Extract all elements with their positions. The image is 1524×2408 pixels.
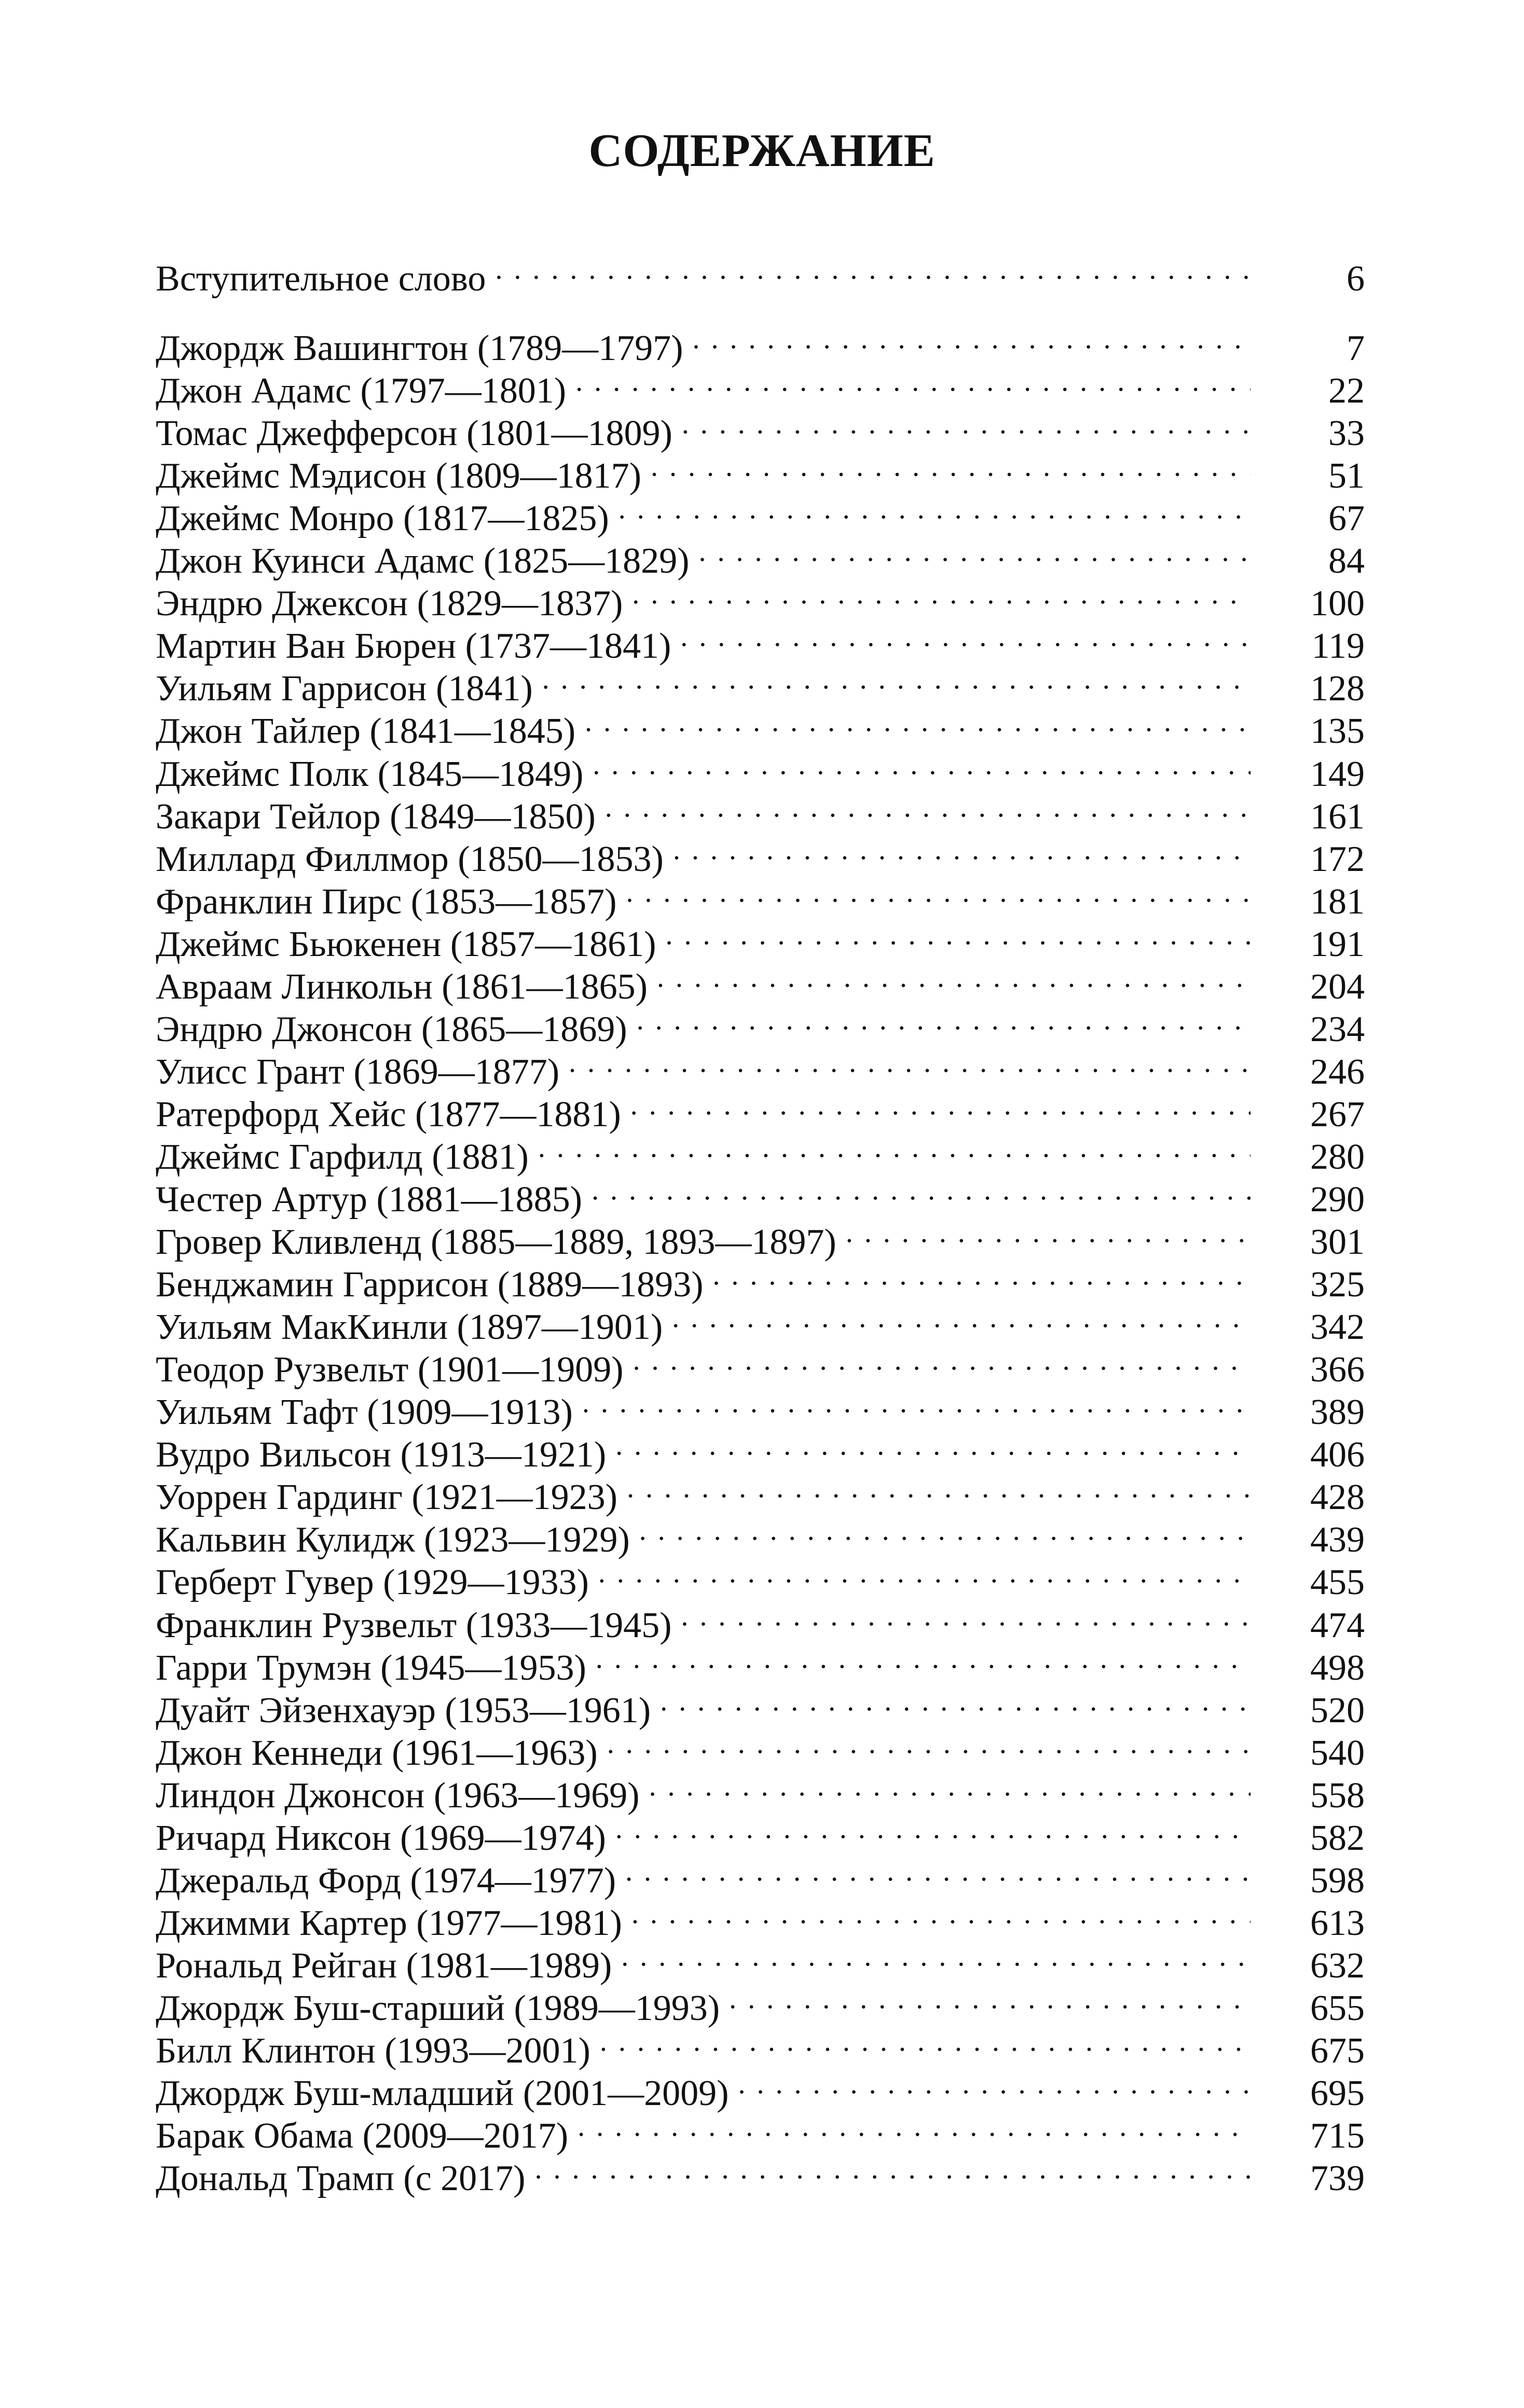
toc-entry-row: [156, 1296, 1365, 1347]
dot-leader: [600, 2020, 1251, 2063]
toc-page-number: 695: [1310, 2073, 1365, 2113]
dot-leader: [607, 1722, 1251, 1765]
toc-entry-title: Миллард Филлмор (1850—1853): [156, 839, 664, 879]
toc-entry-row: [156, 1254, 1365, 1305]
dot-leader: [627, 1466, 1251, 1509]
toc-page-number: 84: [1328, 541, 1365, 581]
dot-leader: [682, 403, 1251, 445]
toc-entry-row: [156, 1892, 1365, 1943]
dot-leader: [592, 1169, 1251, 1211]
toc-page-number: 406: [1310, 1435, 1365, 1475]
toc-entry-title: Джеймс Полк (1845—1849): [156, 754, 584, 794]
dot-leader: [665, 914, 1251, 956]
toc-page-number: 149: [1310, 754, 1365, 794]
toc-entry-title: Ратерфорд Хейс (1877—1881): [156, 1095, 621, 1134]
toc-page-number: 474: [1310, 1606, 1365, 1645]
dot-leader: [632, 573, 1251, 615]
toc-page-number: 455: [1310, 1562, 1365, 1602]
toc-entry-title: Закари Тейлор (1849—1850): [156, 797, 596, 837]
toc-entry-row: [156, 743, 1365, 794]
toc-page-number: 234: [1310, 1009, 1365, 1049]
toc-page-number: 540: [1310, 1733, 1365, 1773]
toc-entry-row: [156, 530, 1365, 581]
toc-entry-row: [156, 360, 1365, 411]
dot-leader: [657, 956, 1251, 999]
dot-leader: [626, 871, 1251, 914]
toc-entry-title: Кальвин Кулидж (1923—1929): [156, 1520, 630, 1560]
toc-entry-title: Уильям Гаррисон (1841): [156, 669, 533, 709]
toc-entry-row: [156, 1084, 1365, 1134]
toc-entry-row: [156, 615, 1365, 666]
toc-page-number: 204: [1310, 967, 1365, 1007]
dot-leader: [578, 2105, 1251, 2148]
dot-leader: [660, 1680, 1251, 1722]
dot-leader: [542, 658, 1251, 700]
toc-entry-title: Дональд Трамп (с 2017): [156, 2158, 526, 2198]
toc-entry-title: Герберт Гувер (1929—1933): [156, 1562, 589, 1602]
dot-leader: [619, 488, 1251, 530]
toc-entry-row: [156, 1680, 1365, 1731]
toc-intro-row: [156, 248, 1365, 299]
toc-entry-row: [156, 445, 1365, 496]
toc-entry-title: Джордж Вашингтон (1789—1797): [156, 328, 683, 368]
toc-entry-row: [156, 956, 1365, 1007]
toc-entry-row: [156, 2105, 1365, 2156]
toc-entry-title: Уоррен Гардинг (1921—1923): [156, 1477, 617, 1517]
toc-page-number: 51: [1328, 456, 1365, 496]
toc-page-number: 520: [1310, 1691, 1365, 1731]
toc-page-number: 366: [1310, 1350, 1365, 1390]
dot-leader: [625, 1850, 1251, 1892]
dot-leader: [495, 248, 1251, 290]
dot-leader: [615, 1424, 1251, 1466]
dot-leader: [596, 1637, 1251, 1680]
toc-entry-row: [156, 828, 1365, 879]
toc-page-number: 389: [1310, 1392, 1365, 1432]
toc-entry-title: Томас Джефферсон (1801—1809): [156, 413, 672, 453]
toc-entry-title: Джеральд Форд (1974—1977): [156, 1861, 616, 1901]
dot-leader: [680, 615, 1251, 658]
toc-entry-row: [156, 1424, 1365, 1475]
toc-entry-row: [156, 700, 1365, 751]
toc-page-number: 582: [1310, 1818, 1365, 1858]
toc-entry-title: Уильям МакКинли (1897—1901): [156, 1307, 663, 1347]
toc-page-number: 6: [1347, 259, 1365, 299]
toc-page-number: 100: [1310, 584, 1365, 624]
toc-entry-row: [156, 1765, 1365, 1816]
toc-entry-row: [156, 914, 1365, 964]
toc-entry-row: [156, 871, 1365, 922]
dot-leader: [651, 445, 1251, 488]
toc-entry-row: [156, 1595, 1365, 1645]
dot-leader: [846, 1211, 1251, 1254]
toc-entry-row: [156, 1211, 1365, 1262]
toc-entry-title: Билл Клинтон (1993—2001): [156, 2031, 591, 2071]
toc-entry-title: Джордж Буш-младший (2001—2009): [156, 2073, 729, 2113]
toc-entry-row: [156, 1850, 1365, 1901]
toc-entry-title: Джордж Буш-старший (1989—1993): [156, 1988, 720, 2028]
toc-entry-row: [156, 1339, 1365, 1390]
toc-entry-row: [156, 999, 1365, 1049]
dot-leader: [738, 2063, 1251, 2105]
toc-page-number: 7: [1347, 328, 1365, 368]
dot-leader: [585, 700, 1251, 743]
toc-page-number: 598: [1310, 1861, 1365, 1901]
dot-leader: [593, 743, 1251, 786]
dot-leader: [639, 1509, 1251, 1552]
toc-entry-row: [156, 1807, 1365, 1858]
toc-entry-title: Рональд Рейган (1981—1989): [156, 1946, 612, 1986]
toc-entry-title: Гарри Трумэн (1945—1953): [156, 1648, 586, 1688]
toc-page-number: 161: [1310, 797, 1365, 837]
toc-entry-title: Эндрю Джонсон (1865—1869): [156, 1009, 627, 1049]
toc-entry-title: Авраам Линкольн (1861—1865): [156, 967, 648, 1007]
toc-entry-title: Джеймс Гарфилд (1881): [156, 1137, 529, 1177]
dot-leader: [692, 317, 1251, 360]
toc-entry-title: Джон Тайлер (1841—1845): [156, 711, 575, 751]
toc-entry-row: [156, 1637, 1365, 1688]
toc-entry-row: [156, 1041, 1365, 1092]
toc-entry-title: Франклин Рузвельт (1933—1945): [156, 1606, 672, 1645]
dot-leader: [630, 1084, 1251, 1126]
toc-page-number: 498: [1310, 1648, 1365, 1688]
toc-entry-title: Гровер Кливленд (1885—1889, 1893—1897): [156, 1222, 836, 1262]
toc-entry-row: [156, 658, 1365, 709]
dot-leader: [681, 1595, 1251, 1637]
toc-entry-row: [156, 2148, 1365, 2198]
toc-page-number: 613: [1310, 1903, 1365, 1943]
dot-leader: [673, 828, 1251, 871]
dot-leader: [649, 1765, 1251, 1807]
toc-page-number: 675: [1310, 2031, 1365, 2071]
toc-entry-row: [156, 1169, 1365, 1220]
toc-entry-title: Барак Обама (2009—2017): [156, 2116, 569, 2156]
toc-entry-title: Джон Куинси Адамс (1825—1829): [156, 541, 690, 581]
toc-entry-row: [156, 2063, 1365, 2113]
toc-entry-title: Франклин Пирс (1853—1857): [156, 882, 617, 922]
toc-entry-title: Джеймс Монро (1817—1825): [156, 499, 609, 538]
toc-page-number: 439: [1310, 1520, 1365, 1560]
dot-leader: [633, 1339, 1251, 1381]
toc-page-number: 632: [1310, 1946, 1365, 1986]
toc-entry-row: [156, 2020, 1365, 2071]
toc-entry-row: [156, 786, 1365, 837]
toc-page-number: 655: [1310, 1988, 1365, 2028]
toc-entry-row: [156, 1935, 1365, 1986]
toc-entry-row: [156, 488, 1365, 538]
toc-page-number: 128: [1310, 669, 1365, 709]
toc-entry-row: [156, 1722, 1365, 1773]
toc-entry-title: Улисс Грант (1869—1877): [156, 1052, 559, 1092]
toc-page-number: 33: [1328, 413, 1365, 453]
toc-page-number: 191: [1310, 924, 1365, 964]
toc-page-number: 290: [1310, 1180, 1365, 1220]
toc-entry-row: [156, 1381, 1365, 1432]
toc-page-number: 267: [1310, 1095, 1365, 1134]
toc-page-number: 67: [1328, 499, 1365, 538]
dot-leader: [712, 1254, 1251, 1296]
dot-leader: [569, 1041, 1251, 1084]
toc-entry-title: Эндрю Джексон (1829—1837): [156, 584, 623, 624]
toc-page-number: 715: [1310, 2116, 1365, 2156]
toc-entry-title: Теодор Рузвельт (1901—1909): [156, 1350, 624, 1390]
toc-page-number: 135: [1310, 711, 1365, 751]
toc-entry-row: [156, 1552, 1365, 1602]
toc-page-number: 428: [1310, 1477, 1365, 1517]
dot-leader: [534, 2148, 1251, 2190]
toc-entry-row: [156, 1977, 1365, 2028]
toc-page-number: 280: [1310, 1137, 1365, 1177]
dot-leader: [637, 999, 1251, 1041]
toc-page-number: 172: [1310, 839, 1365, 879]
toc-entry-row: [156, 1126, 1365, 1177]
toc-entry-title: Вступительное слово: [156, 259, 486, 299]
toc-entry-title: Бенджамин Гаррисон (1889—1893): [156, 1265, 704, 1305]
dot-leader: [698, 530, 1251, 573]
toc-entry-title: Вудро Вильсон (1913—1921): [156, 1435, 607, 1475]
toc-page-number: 739: [1310, 2158, 1365, 2198]
dot-leader: [631, 1892, 1251, 1935]
toc-entry-title: Джон Кеннеди (1961—1963): [156, 1733, 598, 1773]
dot-leader: [582, 1381, 1251, 1424]
toc-entry-row: [156, 403, 1365, 453]
toc-entry-title: Джимми Картер (1977—1981): [156, 1903, 622, 1943]
toc-entry-title: Честер Артур (1881—1885): [156, 1180, 582, 1220]
toc-page-number: 558: [1310, 1776, 1365, 1816]
toc-page-number: 181: [1310, 882, 1365, 922]
toc-page-number: 301: [1310, 1222, 1365, 1262]
dot-leader: [538, 1126, 1251, 1169]
toc-entry-title: Ричард Никсон (1969—1974): [156, 1818, 606, 1858]
toc-entry-row: [156, 573, 1365, 624]
toc-entry-row: [156, 1466, 1365, 1517]
toc-entry-title: Джеймс Мэдисон (1809—1817): [156, 456, 641, 496]
toc-entry-title: Мартин Ван Бюрен (1737—1841): [156, 626, 671, 666]
toc-entry-row: [156, 1509, 1365, 1560]
toc-page-number: 325: [1310, 1265, 1365, 1305]
dot-leader: [672, 1296, 1251, 1339]
dot-leader: [605, 786, 1251, 828]
dot-leader: [615, 1807, 1251, 1850]
page-title: СОДЕРЖАНИЕ: [588, 125, 936, 176]
toc-entry-title: Дуайт Эйзенхауэр (1953—1961): [156, 1691, 651, 1731]
toc-entry-title: Линдон Джонсон (1963—1969): [156, 1776, 640, 1816]
toc-entry-title: Джон Адамс (1797—1801): [156, 371, 567, 411]
toc-page-number: 119: [1311, 626, 1365, 666]
toc-entry-row: [156, 317, 1365, 368]
toc-entry-title: Джеймс Бьюкенен (1857—1861): [156, 924, 656, 964]
dot-leader: [598, 1552, 1251, 1594]
dot-leader: [575, 360, 1251, 403]
toc-page-number: 246: [1310, 1052, 1365, 1092]
dot-leader: [729, 1977, 1251, 2020]
toc-page-number: 342: [1310, 1307, 1365, 1347]
dot-leader: [621, 1935, 1251, 1977]
toc-entry-title: Уильям Тафт (1909—1913): [156, 1392, 573, 1432]
toc-page-number: 22: [1328, 371, 1365, 411]
